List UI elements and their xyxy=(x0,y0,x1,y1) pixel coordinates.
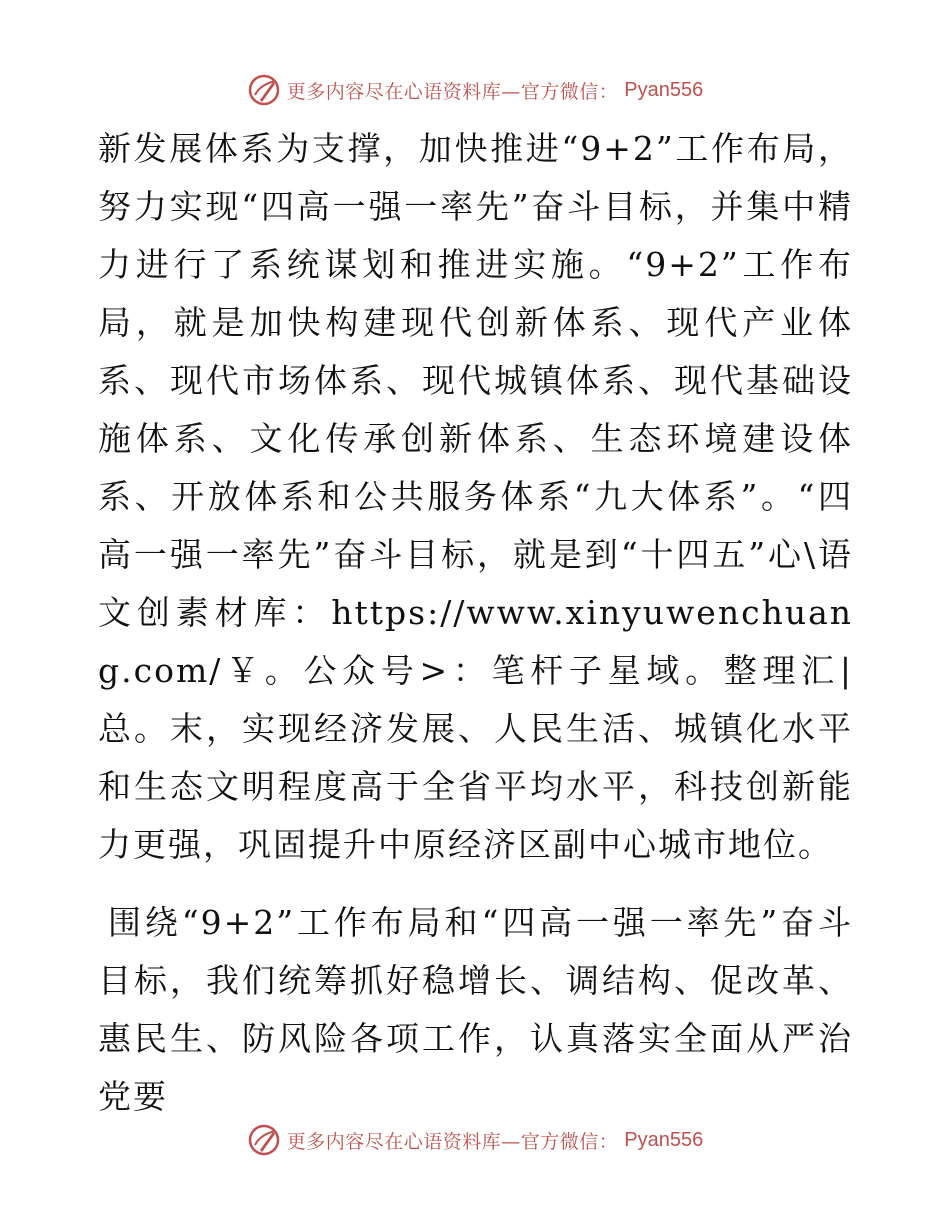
document-body xyxy=(98,120,853,1126)
body-paragraph-1: 新发展体系为支撑，加快推进“9+2”工作布局，努力实现“四高一强一率先”奋斗目标，并集中精力进行了系统谋划和推进实施。“9+2”工作布局，就是加快构建现代创新体系、现代产业体系、现代市场体系、现代城镇体系、现代基础设施体系、文化传承创新体系、生态环境建设体系、开放体系和公共服务体系“九大体系”。“四高一强一率先”奋斗目标，就是到“十四五”心\语文创素材库：https://www.xinyuwenchuang.com/￥。公众号>：笔杆子星域。整理汇|总。末，实现经济发展、人民生活、城镇化水平和生态文明程度高于全省平均水平，科技创新能力更强，巩固提升中原经济区副中心城市地位。 xyxy=(98,129,853,864)
footer-watermark xyxy=(0,1120,950,1160)
header-watermark xyxy=(0,70,950,110)
pen-logo-icon xyxy=(247,1123,281,1157)
header-watermark-text: 更多内容尽在心语资料库—官方微信： xyxy=(286,80,619,103)
footer-watermark-id: Pyan556 xyxy=(624,1128,704,1151)
body-paragraph-2: 围绕“9+2”工作布局和“四高一强一率先”奋斗目标，我们统筹抓好稳增长、调结构、促改革、惠民生、防风险各项工作，认真落实全面从严治党要 xyxy=(98,903,853,1116)
footer-watermark-text: 更多内容尽在心语资料库—官方微信： xyxy=(286,1130,619,1153)
pen-logo-icon xyxy=(247,73,281,107)
header-watermark-id: Pyan556 xyxy=(624,78,704,101)
